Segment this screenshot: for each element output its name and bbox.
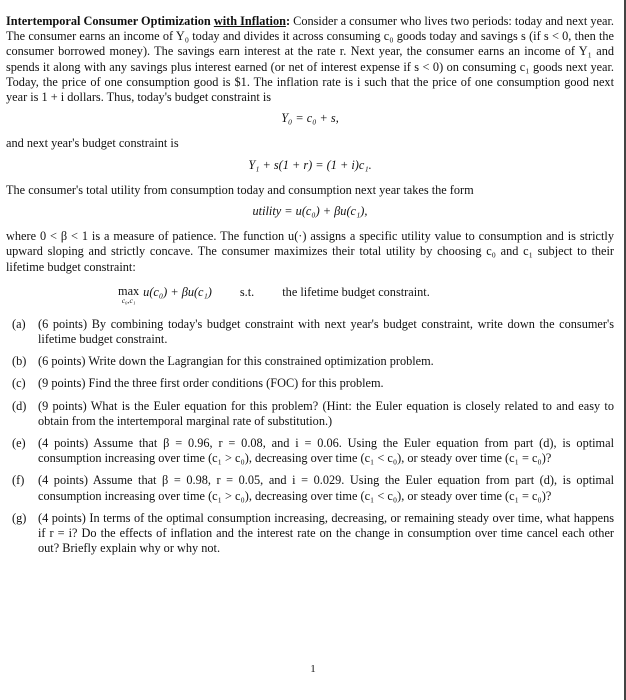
utility-intro: The consumer's total utility from consumption today and consumption next year takes the form xyxy=(6,182,474,197)
question-parts xyxy=(6,317,614,557)
part-text: (4 points) In terms of the optimal consumption increasing, decreasing, or remaining steady over time, what happens if r = i? Do the effects of inflation and the interest rate on the change in consumption over time cancel each other out? Briefly explain why or why not. xyxy=(38,510,614,556)
maximization-problem xyxy=(118,285,614,305)
problem-title: Intertemporal Consumer Optimization xyxy=(6,14,211,28)
part-label: (g) xyxy=(12,510,27,525)
next-year-intro: and next year's budget constraint is xyxy=(6,136,179,151)
page-number: 1 xyxy=(310,663,316,675)
problem-title-colon: : xyxy=(285,14,291,28)
question-part xyxy=(6,511,614,557)
patience-paragraph: where 0 < β < 1 is a measure of patience. The function u(·) assigns a specific utility value to consumption and is strictly upward sloping and strictly concave. The consumer maximizes their total utility by choosing c₀ and c₁ subject to their lifetime budget constraint: xyxy=(6,229,614,274)
part-text: (6 points) Write down the Lagrangian for this constrained optimization problem. xyxy=(38,354,434,369)
max-objective: u(c₀) + βu(c₁) xyxy=(143,284,212,299)
part-text: (4 points) Assume that β = 0.96, r = 0.08, and i = 0.06. Using the Euler equation from part (d), is optimal consumption increasing over time (c₁ > c₀), decreasing over time (c₁ < c₀), or steady over time (c₁ = c₀)? xyxy=(38,436,614,466)
max-word: max xyxy=(118,283,140,298)
question-part xyxy=(6,473,614,503)
question-part xyxy=(6,376,614,391)
part-text: (4 points) Assume that β = 0.98, r = 0.05, and i = 0.029. Using the Euler equation from part (d), is optimal consumption increasing over time (c₁ > c₀), decreasing over time (c₁ < c₀), or steady over time (c₁ = c₀)? xyxy=(38,473,614,503)
max-subscript: c₀,c₁ xyxy=(121,295,136,305)
problem-title-emphasis: with Inflation xyxy=(213,14,286,28)
part-text: (9 points) Find the three first order conditions (FOC) for this problem. xyxy=(38,376,384,391)
part-text: (6 points) By combining today's budget constraint with next year's budget constraint, write down the consumer's lifetime budget constraint. xyxy=(38,316,614,347)
question-part xyxy=(6,354,614,369)
part-text: (9 points) What is the Euler equation for this problem? (Hint: the Euler equation is closely related to and easy to obtain from the intertemporal marginal rate of substitution.) xyxy=(38,398,614,428)
part-label: (a) xyxy=(12,316,26,331)
equation-next-year-budget: Y₁ + s(1 + r) = (1 + i)c₁. xyxy=(248,157,372,172)
question-part xyxy=(6,399,614,429)
constraint-text: the lifetime budget constraint. xyxy=(282,284,430,299)
question-part xyxy=(6,436,614,466)
subject-to: s.t. xyxy=(239,284,255,299)
part-label: (e) xyxy=(12,436,26,451)
intro-text: Consider a consumer who lives two periods: today and next year. The consumer earns an income of Y₀ today and divides it across consuming c₀ goods today and savings s (if s < 0, then the consumer borrowed money). The savings earn interest at the rate r. Next year, the consumer earns an income of Y₁ and spends it along with any savings plus interest earned (or net of interest expense if s < 0) on consuming c₁ goods next year. Today, the price of one consumption good is $1. The inflation rate is i such that the price of one consumption good next year is 1 + i dollars. Thus, today's budget constraint is xyxy=(6,14,614,105)
equation-utility: utility = u(c₀) + βu(c₁), xyxy=(252,204,368,219)
equation-today-budget: Y₀ = c₀ + s, xyxy=(281,111,339,126)
part-label: (d) xyxy=(12,398,27,413)
max-operator xyxy=(118,285,139,305)
intro-paragraph xyxy=(6,14,614,105)
part-label: (b) xyxy=(12,354,27,369)
part-label: (f) xyxy=(12,473,25,488)
question-part xyxy=(6,317,614,347)
part-label: (c) xyxy=(12,376,26,391)
